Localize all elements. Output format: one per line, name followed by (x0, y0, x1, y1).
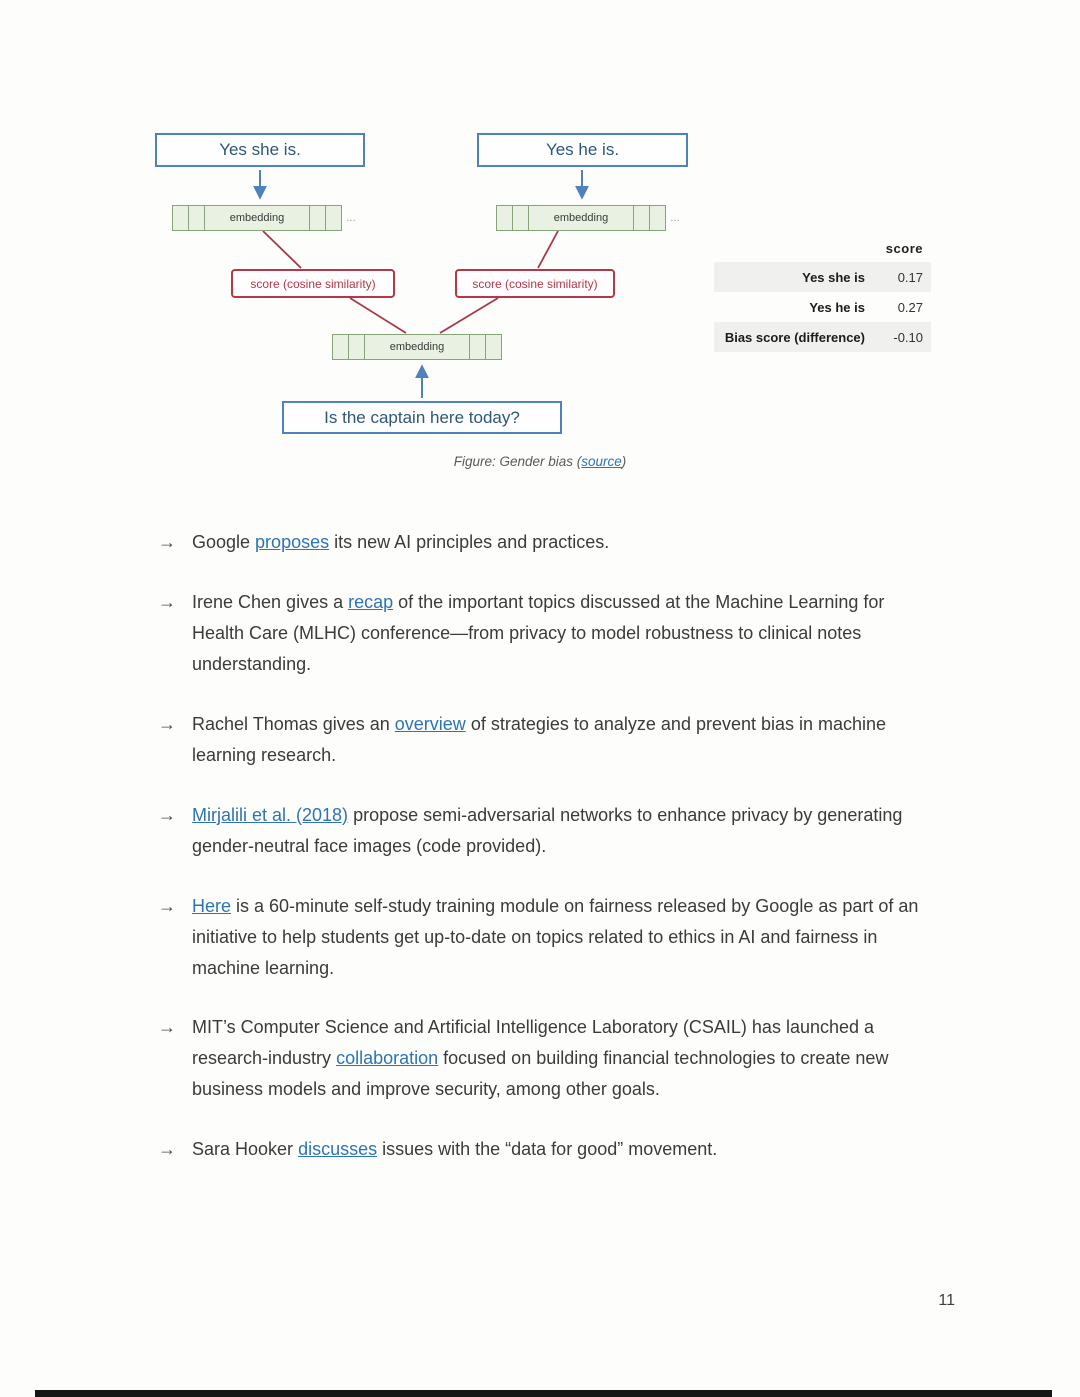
text-segment: focused on building financial technologies to create new business models and improve security, among other goals. (192, 1048, 889, 1100)
arrow-bullet: → (158, 1017, 176, 1038)
line-he-embedding-to-score (538, 231, 558, 268)
line-left-score-to-center-embedding (350, 298, 406, 333)
score-table-row-label: Bias score (difference) (724, 329, 865, 345)
token-cell (512, 205, 529, 231)
text-segment: issues with the “data for good” movement. (377, 1139, 718, 1160)
list-item-text (192, 800, 927, 862)
text-segment: Sara Hooker (192, 1139, 299, 1160)
inline-link[interactable]: proposes (255, 532, 330, 552)
text-segment: propose semi-adversarial networks to enhance privacy by generating gender-neutral face images (code provided). (192, 804, 903, 856)
sentence-box-he: Yes he is. (477, 133, 688, 167)
list-item (158, 527, 927, 558)
line-right-score-to-center-embedding (440, 298, 498, 333)
list-item-text (192, 1012, 927, 1105)
page-number: 11 (938, 1292, 955, 1309)
score-table-row-label: Yes she is (802, 269, 865, 285)
inline-link[interactable]: recap (348, 591, 394, 612)
row-ellipsis: … (670, 212, 680, 224)
arrow-bullet: → (158, 1139, 176, 1160)
score-table-row-value: -0.10 (893, 329, 923, 345)
embedding-cell: embedding (204, 205, 310, 231)
embedding-row-question (332, 334, 502, 360)
embedding-cell: embedding (364, 334, 470, 360)
score-table-row (714, 262, 931, 292)
text-segment: Rachel Thomas gives an (192, 713, 395, 734)
text-segment: Irene Chen gives a (192, 591, 349, 612)
token-cell (309, 205, 326, 231)
score-box-he: score (cosine similarity) (455, 269, 615, 298)
source-link[interactable]: source (581, 454, 622, 469)
score-table-header: score (885, 241, 923, 256)
caption-text: Figure: Gender bias ( (453, 454, 582, 469)
list-item (158, 800, 927, 862)
inline-link[interactable]: discusses (298, 1139, 378, 1160)
token-cell (469, 334, 486, 360)
score-table-row-value: 0.27 (897, 299, 923, 315)
embedding-cell: embedding (528, 205, 634, 231)
caption-text: ) (621, 454, 627, 469)
list-item-text (192, 587, 927, 680)
embedding-row-he (496, 205, 680, 231)
text-segment: of strategies to analyze and prevent bias in machine learning research. (192, 713, 887, 765)
list-item (158, 891, 927, 984)
arrow-bullet: → (158, 713, 176, 734)
arrow-bullet: → (158, 804, 176, 825)
arrow-bullet: → (158, 895, 176, 916)
question-box: Is the captain here today? (282, 401, 562, 434)
token-cell (188, 205, 205, 231)
token-cell (172, 205, 189, 231)
text-segment: MIT’s Computer Science and Artificial Intelligence Laboratory (CSAIL) has launched a research-industry (192, 1017, 875, 1069)
token-cell (348, 334, 365, 360)
score-table-rows (714, 262, 931, 352)
text-segment: Google (192, 532, 256, 552)
list-item-text (192, 1134, 927, 1165)
score-table (714, 236, 931, 352)
list-item (158, 1012, 927, 1105)
token-cell (496, 205, 513, 231)
token-cell (332, 334, 349, 360)
arrow-bullet: → (158, 532, 176, 552)
list-item (158, 587, 927, 680)
embedding-row-she (172, 205, 356, 231)
score-table-row (714, 322, 931, 352)
bullet-list (158, 527, 927, 1165)
score-table-row-label: Yes he is (809, 299, 865, 315)
token-cell (633, 205, 650, 231)
figure-caption (0, 454, 1080, 469)
text-segment: its new AI principles and practices. (329, 532, 610, 552)
score-box-she: score (cosine similarity) (231, 269, 395, 298)
token-cell (649, 205, 666, 231)
list-item (158, 1134, 927, 1165)
inline-link[interactable]: Here (192, 895, 232, 916)
list-item (158, 709, 927, 771)
list-item-text (192, 891, 927, 984)
list-item-text (192, 527, 927, 558)
arrow-bullet: → (158, 591, 176, 612)
text-segment: of the important topics discussed at the Machine Learning for Health Care (MLHC) conference—from privacy to model robustness to clinical notes understanding. (192, 591, 885, 674)
inline-link[interactable]: Mirjalili et al. (2018) (192, 804, 349, 825)
text-segment: is a 60-minute self-study training module on fairness released by Google as part of an initiative to help students get up-to-date on topics related to ethics in AI and fairness in machine learning. (192, 895, 919, 978)
gender-bias-figure (0, 0, 1080, 485)
inline-link[interactable]: collaboration (336, 1048, 439, 1069)
inline-link[interactable]: overview (394, 713, 466, 734)
token-cell (485, 334, 502, 360)
token-cell (325, 205, 342, 231)
score-table-row (714, 292, 931, 322)
sentence-box-she: Yes she is. (155, 133, 365, 167)
score-table-row-value: 0.17 (897, 269, 923, 285)
list-item-text (192, 709, 927, 771)
bottom-edge-strip (35, 1390, 1052, 1397)
row-ellipsis: … (346, 212, 356, 224)
line-she-embedding-to-score (263, 231, 301, 268)
